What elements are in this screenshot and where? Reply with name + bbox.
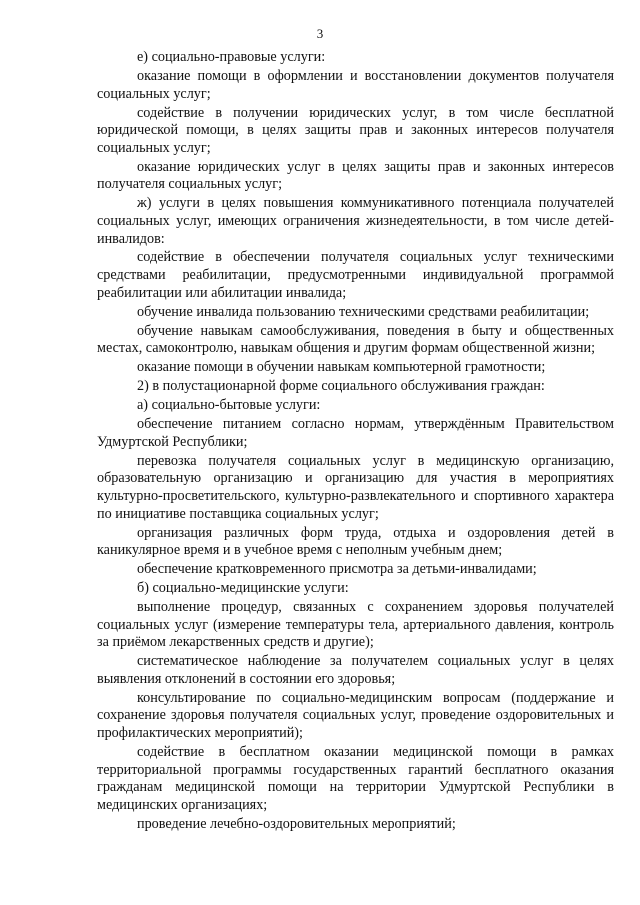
document-body — [97, 49, 614, 835]
paragraph: содействие в бесплатном оказании медицинской помощи в рамках территориальной программы государственных гарантий бесплатного оказания гражданам медицинской помощи на территории Удмуртской Республики в медицинских организациях; — [97, 743, 614, 813]
paragraph: обеспечение кратковременного присмотра за детьми-инвалидами; — [137, 561, 537, 578]
paragraph: обучение навыкам самообслуживания, поведения в быту и общественных местах, самоконтролю, навыкам общения и другим формам общественной жизни; — [97, 322, 614, 357]
paragraph-legal-services-heading: е) социально-правовые услуги: — [137, 49, 326, 65]
paragraph-communication-services-heading: ж) услуги в целях повышения коммуникативного потенциала получателей социальных услуг, имеющих ограничения жизнедеятельности, в том числе детей-инвалидов: — [97, 195, 614, 247]
paragraph: консультирование по социально-медицинским вопросам (поддержание и сохранение здоровья получателя социальных услуг, проведение оздоровительных и профилактических мероприятий); — [97, 689, 614, 741]
paragraph: содействие в обеспечении получателя социальных услуг техническими средствами реабилитации, предусмотренными индивидуальной программой реабилитации или абилитации инвалида; — [97, 249, 614, 301]
paragraph: оказание помощи в обучении навыкам компьютерной грамотности; — [137, 359, 546, 376]
paragraph-medical-services-heading: б) социально-медицинские услуги: — [137, 580, 349, 597]
paragraph: организация различных форм труда, отдыха и оздоровления детей в каникулярное время и в учебное время с неполным учебным днем; — [97, 524, 614, 559]
page-number: 3 — [316, 26, 324, 41]
paragraph: выполнение процедур, связанных с сохранением здоровья получателей социальных услуг (измерение температуры тела, артериального давления, контроль за приёмом лекарственных средств и другие); — [97, 599, 614, 651]
paragraph: оказание помощи в оформлении и восстановлении документов получателя социальных услуг; — [97, 67, 614, 102]
paragraph: обучение инвалида пользованию техническими средствами реабилитации; — [137, 303, 590, 320]
paragraph: оказание юридических услуг в целях защиты прав и законных интересов получателя социальных услуг; — [97, 158, 614, 193]
paragraph-semi-stationary-heading: 2) в полустационарной форме социального обслуживания граждан: — [137, 378, 545, 395]
paragraph: обеспечение питанием согласно нормам, утверждённым Правительством Удмуртской Республики; — [97, 416, 614, 450]
paragraph: систематическое наблюдение за получателем социальных услуг в целях выявления отклонений в состоянии его здоровья; — [97, 653, 614, 687]
paragraph-household-services-heading: а) социально-бытовые услуги: — [137, 397, 321, 414]
paragraph: содействие в получении юридических услуг, в том числе бесплатной юридической помощи, в целях защиты прав и законных интересов получателя социальных услуг; — [97, 104, 614, 156]
paragraph: проведение лечебно-оздоровительных мероприятий; — [137, 815, 456, 832]
paragraph: перевозка получателя социальных услуг в медицинскую организацию, образовательную организацию и организацию для участия в мероприятиях культурно-просветительского, культурно-развлекательного и спортивного характера по инициативе поставщика социальных услуг; — [97, 452, 614, 522]
